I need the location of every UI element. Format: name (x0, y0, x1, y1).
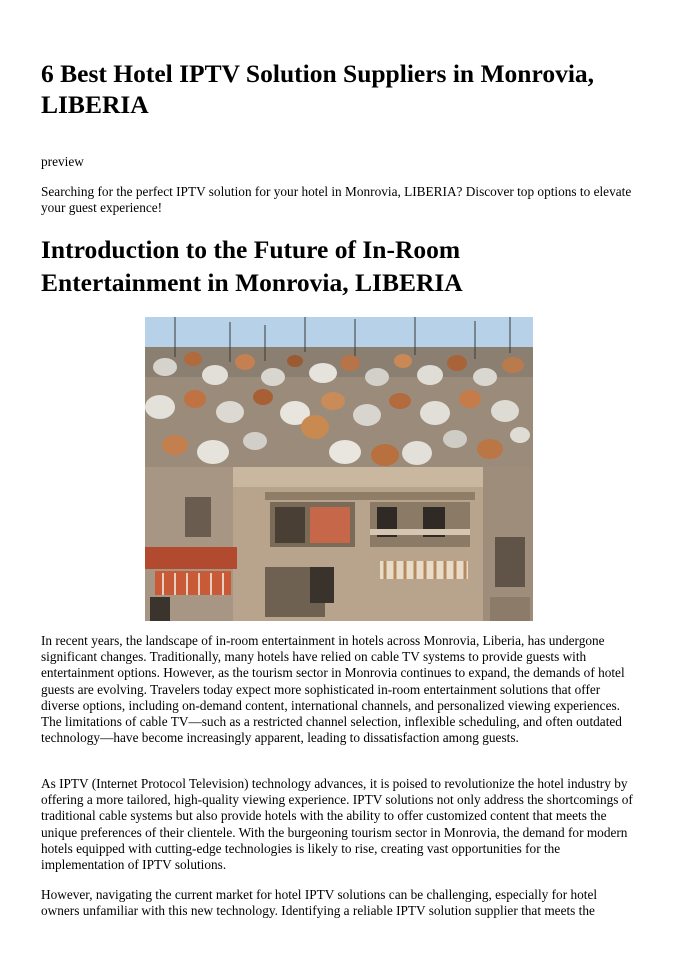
body-paragraph: As IPTV (Internet Protocol Television) technology advances, it is poised to revolutionize the hotel industry by offering a more tailored, high-quality viewing experience. IPTV solutions not only address the shortcomings of traditional cable systems but also provide hotels with the ability to offer customized content that meets the unique preferences of their clientele. With the burgeoning tourism sector in Monrovia, the demand for modern hotels equipped with cutting-edge technologies is likely to rise, creating vast opportunities for the implementation of IPTV solutions. (41, 776, 633, 873)
photo-illustration-icon (145, 317, 533, 621)
body-paragraph: In recent years, the landscape of in-room entertainment in hotels across Monrovia, Liberia, has undergone significant changes. Traditionally, many hotels have relied on cable TV systems to provide guests with entertainment options. However, as the tourism sector in Monrovia continues to expand, the demands of hotel guests are evolving. Travelers today expect more sophisticated in-room entertainment solutions that offer diverse options, including on-demand content, international channels, and personalized viewing experiences. The limitations of cable TV—such as a restricted channel selection, inflexible scheduling, and often outdated technology—have become increasingly apparent, leading to dissatisfaction among guests. (41, 633, 625, 746)
lead-paragraph: Searching for the perfect IPTV solution for your hotel in Monrovia, LIBERIA? Discover top options to elevate your guest experience! (41, 184, 632, 215)
section-heading: Introduction to the Future of In-Room Entertainment in Monrovia, LIBERIA (41, 235, 463, 297)
rooftop-satellite-dishes-photo (145, 317, 533, 621)
preview-label: preview (41, 154, 84, 169)
body-paragraph: However, navigating the current market for hotel IPTV solutions can be challenging, especially for hotel owners unfamiliar with this new technology. Identifying a reliable IPTV solution supplier that meets the (41, 887, 598, 919)
page-title: 6 Best Hotel IPTV Solution Suppliers in Monrovia, LIBERIA (41, 59, 595, 119)
